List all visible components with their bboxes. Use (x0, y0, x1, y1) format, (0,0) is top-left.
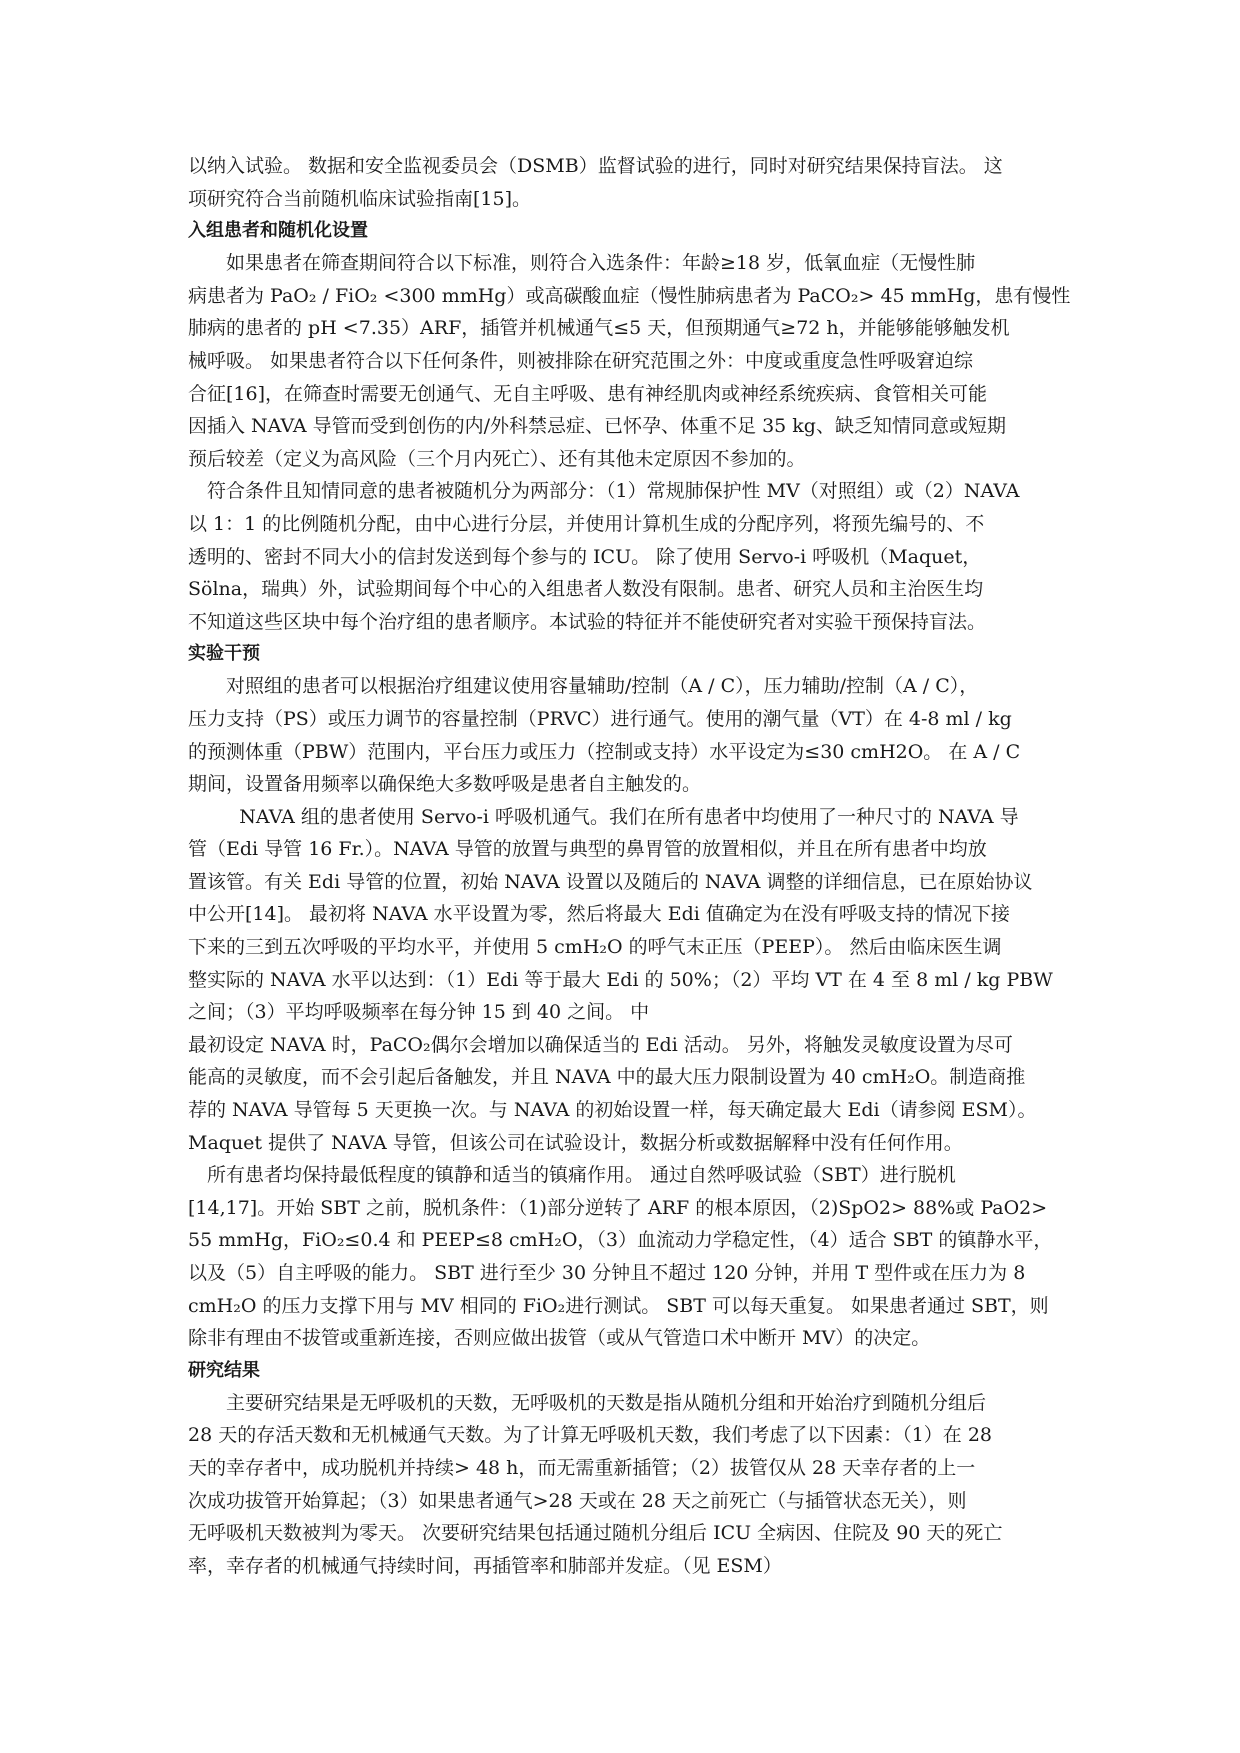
section-heading-intervention: 实验干预 (188, 643, 260, 665)
text-line: 压力支持（PS）或压力调节的容量控制（PRVC）进行通气。使用的潮气量（VT）在 4-8 ml / kg (188, 707, 1012, 730)
text-line: 肺病的患者的 pH <7.35）ARF，插管并机械通气≤5 天，但预期通气≥72 h，并能够能够触发机 (188, 317, 1010, 340)
text-line: 无呼吸机天数被判为零天。 次要研究结果包括通过随机分组后 ICU 全病因、住院及 90 天的死亡 (188, 1522, 1003, 1545)
text-line: 合征[16]，在筛查时需要无创通气、无自主呼吸、患有神经肌肉或神经系统疾病、食管相关可能 (188, 382, 988, 405)
text-line: 预后较差（定义为高风险（三个月内死亡）、还有其他未定原因不参加的。 (188, 447, 806, 470)
text-line: 以 1：1 的比例随机分配，由中心进行分层，并使用计算机生成的分配序列，将预先编号的、不 (188, 512, 985, 535)
weaning-paragraph (188, 1159, 1058, 1355)
text-line: 28 天的存活天数和无机械通气天数。为了计算无呼吸机天数，我们考虑了以下因素：（1）在 28 (188, 1424, 993, 1447)
text-line: 械呼吸。 如果患者符合以下任何条件，则被排除在研究范围之外：中度或重度急性呼吸窘迫综 (188, 349, 974, 372)
text-line: 病患者为 PaO₂ / FiO₂ <300 mmHg）或高碳酸血症（慢性肺病患者为 PaCO₂> 45 mmHg，患有慢性 (188, 284, 1071, 307)
document-page (188, 150, 1071, 1582)
intro-paragraph (188, 150, 1058, 215)
text-line: 荐的 NAVA 导管每 5 天更换一次。与 NAVA 的初始设置一样，每天确定最大 Edi（请参阅 ESM）。 (188, 1099, 1037, 1122)
text-line: 天的幸存者中，成功脱机并持续> 48 h，而无需重新插管；（2）拔管仅从 28 天幸存者的上一 (188, 1456, 976, 1479)
nava-group-paragraph (188, 801, 1058, 1160)
text-line: cmH₂O 的压力支撑下用与 MV 相同的 FiO₂进行测试。 SBT 可以每天重复。 如果患者通过 SBT，则 (188, 1294, 1049, 1317)
randomization-paragraph (188, 475, 1058, 638)
text-line: 不知道这些区块中每个治疗组的患者顺序。本试验的特征并不能使研究者对实验干预保持盲法。 (188, 610, 987, 633)
text-line: 整实际的 NAVA 水平以达到：（1）Edi 等于最大 Edi 的 50%；（2）平均 VT 在 4 至 8 ml / kg PBW (188, 968, 1053, 991)
text-line: 率，幸存者的机械通气持续时间，再插管率和肺部并发症。（见 ESM） (188, 1554, 782, 1577)
text-line: 主要研究结果是无呼吸机的天数，无呼吸机的天数是指从随机分组和开始治疗到随机分组后 (226, 1391, 987, 1414)
text-line: Maquet 提供了 NAVA 导管，但该公司在试验设计，数据分析或数据解释中没有任何作用。 (188, 1131, 963, 1154)
text-line: 以及（5）自主呼吸的能力。 SBT 进行至少 30 分钟且不超过 120 分钟，并用 T 型件或在压力为 8 (188, 1262, 1026, 1284)
section-heading-outcomes: 研究结果 (188, 1359, 260, 1381)
text-line: 除非有理由不拔管或重新连接，否则应做出拔管（或从气管造口术中断开 MV）的决定。 (188, 1327, 931, 1350)
text-line: 中公开[14]。 最初将 NAVA 水平设置为零，然后将最大 Edi 值确定为在没有呼吸支持的情况下接 (188, 903, 1010, 926)
eligibility-paragraph (188, 247, 1071, 475)
text-line: 管（Edi 导管 16 Fr.）。NAVA 导管的放置与典型的鼻胃管的放置相似，并且在所有患者中均放 (188, 838, 987, 861)
text-line: 以纳入试验。 数据和安全监视委员会（DSMB）监督试验的进行，同时对研究结果保持盲法。 这 (188, 155, 1003, 177)
text-line: 能高的灵敏度，而不会引起后备触发，并且 NAVA 中的最大压力限制设置为 40 cmH₂O。制造商推 (188, 1066, 1026, 1089)
text-line: 之间；（3）平均呼吸频率在每分钟 15 到 40 之间。 中 (188, 1001, 650, 1024)
control-group-paragraph (188, 670, 1058, 800)
text-line: 次成功拔管开始算起；（3）如果患者通气>28 天或在 28 天之前死亡（与插管状态无关），则 (188, 1489, 967, 1512)
text-line: 置该管。有关 Edi 导管的位置，初始 NAVA 设置以及随后的 NAVA 调整的详细信息，已在原始协议 (188, 870, 1033, 893)
section-heading-enrollment: 入组患者和随机化设置 (188, 220, 368, 242)
text-line: 符合条件且知情同意的患者被随机分为两部分：（1）常规肺保护性 MV（对照组）或（2）NAVA (207, 480, 1020, 503)
text-line: 因插入 NAVA 导管而受到创伤的内/外科禁忌症、已怀孕、体重不足 35 kg、缺乏知情同意或短期 (188, 415, 1006, 438)
text-line: 项研究符合当前随机临床试验指南[15]。 (188, 187, 532, 210)
text-line: 所有患者均保持最低程度的镇静和适当的镇痛作用。 通过自然呼吸试验（SBT）进行脱机 (207, 1164, 956, 1187)
text-line: 下来的三到五次呼吸的平均水平，并使用 5 cmH₂O 的呼气末正压（PEEP）。 然后由临床医生调 (188, 936, 1002, 959)
text-line: 55 mmHg，FiO₂≤0.4 和 PEEP≤8 cmH₂O，（3）血流动力学稳定性，（4）适合 SBT 的镇静水平， (188, 1229, 1053, 1252)
text-line: 的预测体重（PBW）范围内，平台压力或压力（控制或支持）水平设定为≤30 cmH2O。 在 A / C (188, 740, 1021, 763)
outcomes-paragraph (188, 1387, 1058, 1583)
text-line: 最初设定 NAVA 时，PaCO₂偶尔会增加以确保适当的 Edi 活动。 另外，将触发灵敏度设置为尽可 (188, 1033, 1013, 1056)
text-line: 对照组的患者可以根据治疗组建议使用容量辅助/控制（A / C），压力辅助/控制（A / C）， (226, 675, 979, 698)
text-line: Sölna，瑞典）外，试验期间每个中心的入组患者人数没有限制。患者、研究人员和主治医生均 (188, 578, 984, 601)
text-line: 期间，设置备用频率以确保绝大多数呼吸是患者自主触发的。 (188, 773, 702, 796)
text-line: [14,17]。开始 SBT 之前，脱机条件：（1)部分逆转了 ARF 的根本原因，（2)SpO2> 88%或 PaO2> (188, 1196, 1048, 1219)
text-line: NAVA 组的患者使用 Servo-i 呼吸机通气。我们在所有患者中均使用了一种尺寸的 NAVA 导 (239, 805, 1019, 828)
text-line: 如果患者在筛查期间符合以下标准，则符合入选条件：年龄≥18 岁，低氧血症（无慢性肺 (226, 252, 976, 275)
text-line: 透明的、密封不同大小的信封发送到每个参与的 ICU。 除了使用 Servo-i 呼吸机（Maquet， (188, 545, 982, 568)
